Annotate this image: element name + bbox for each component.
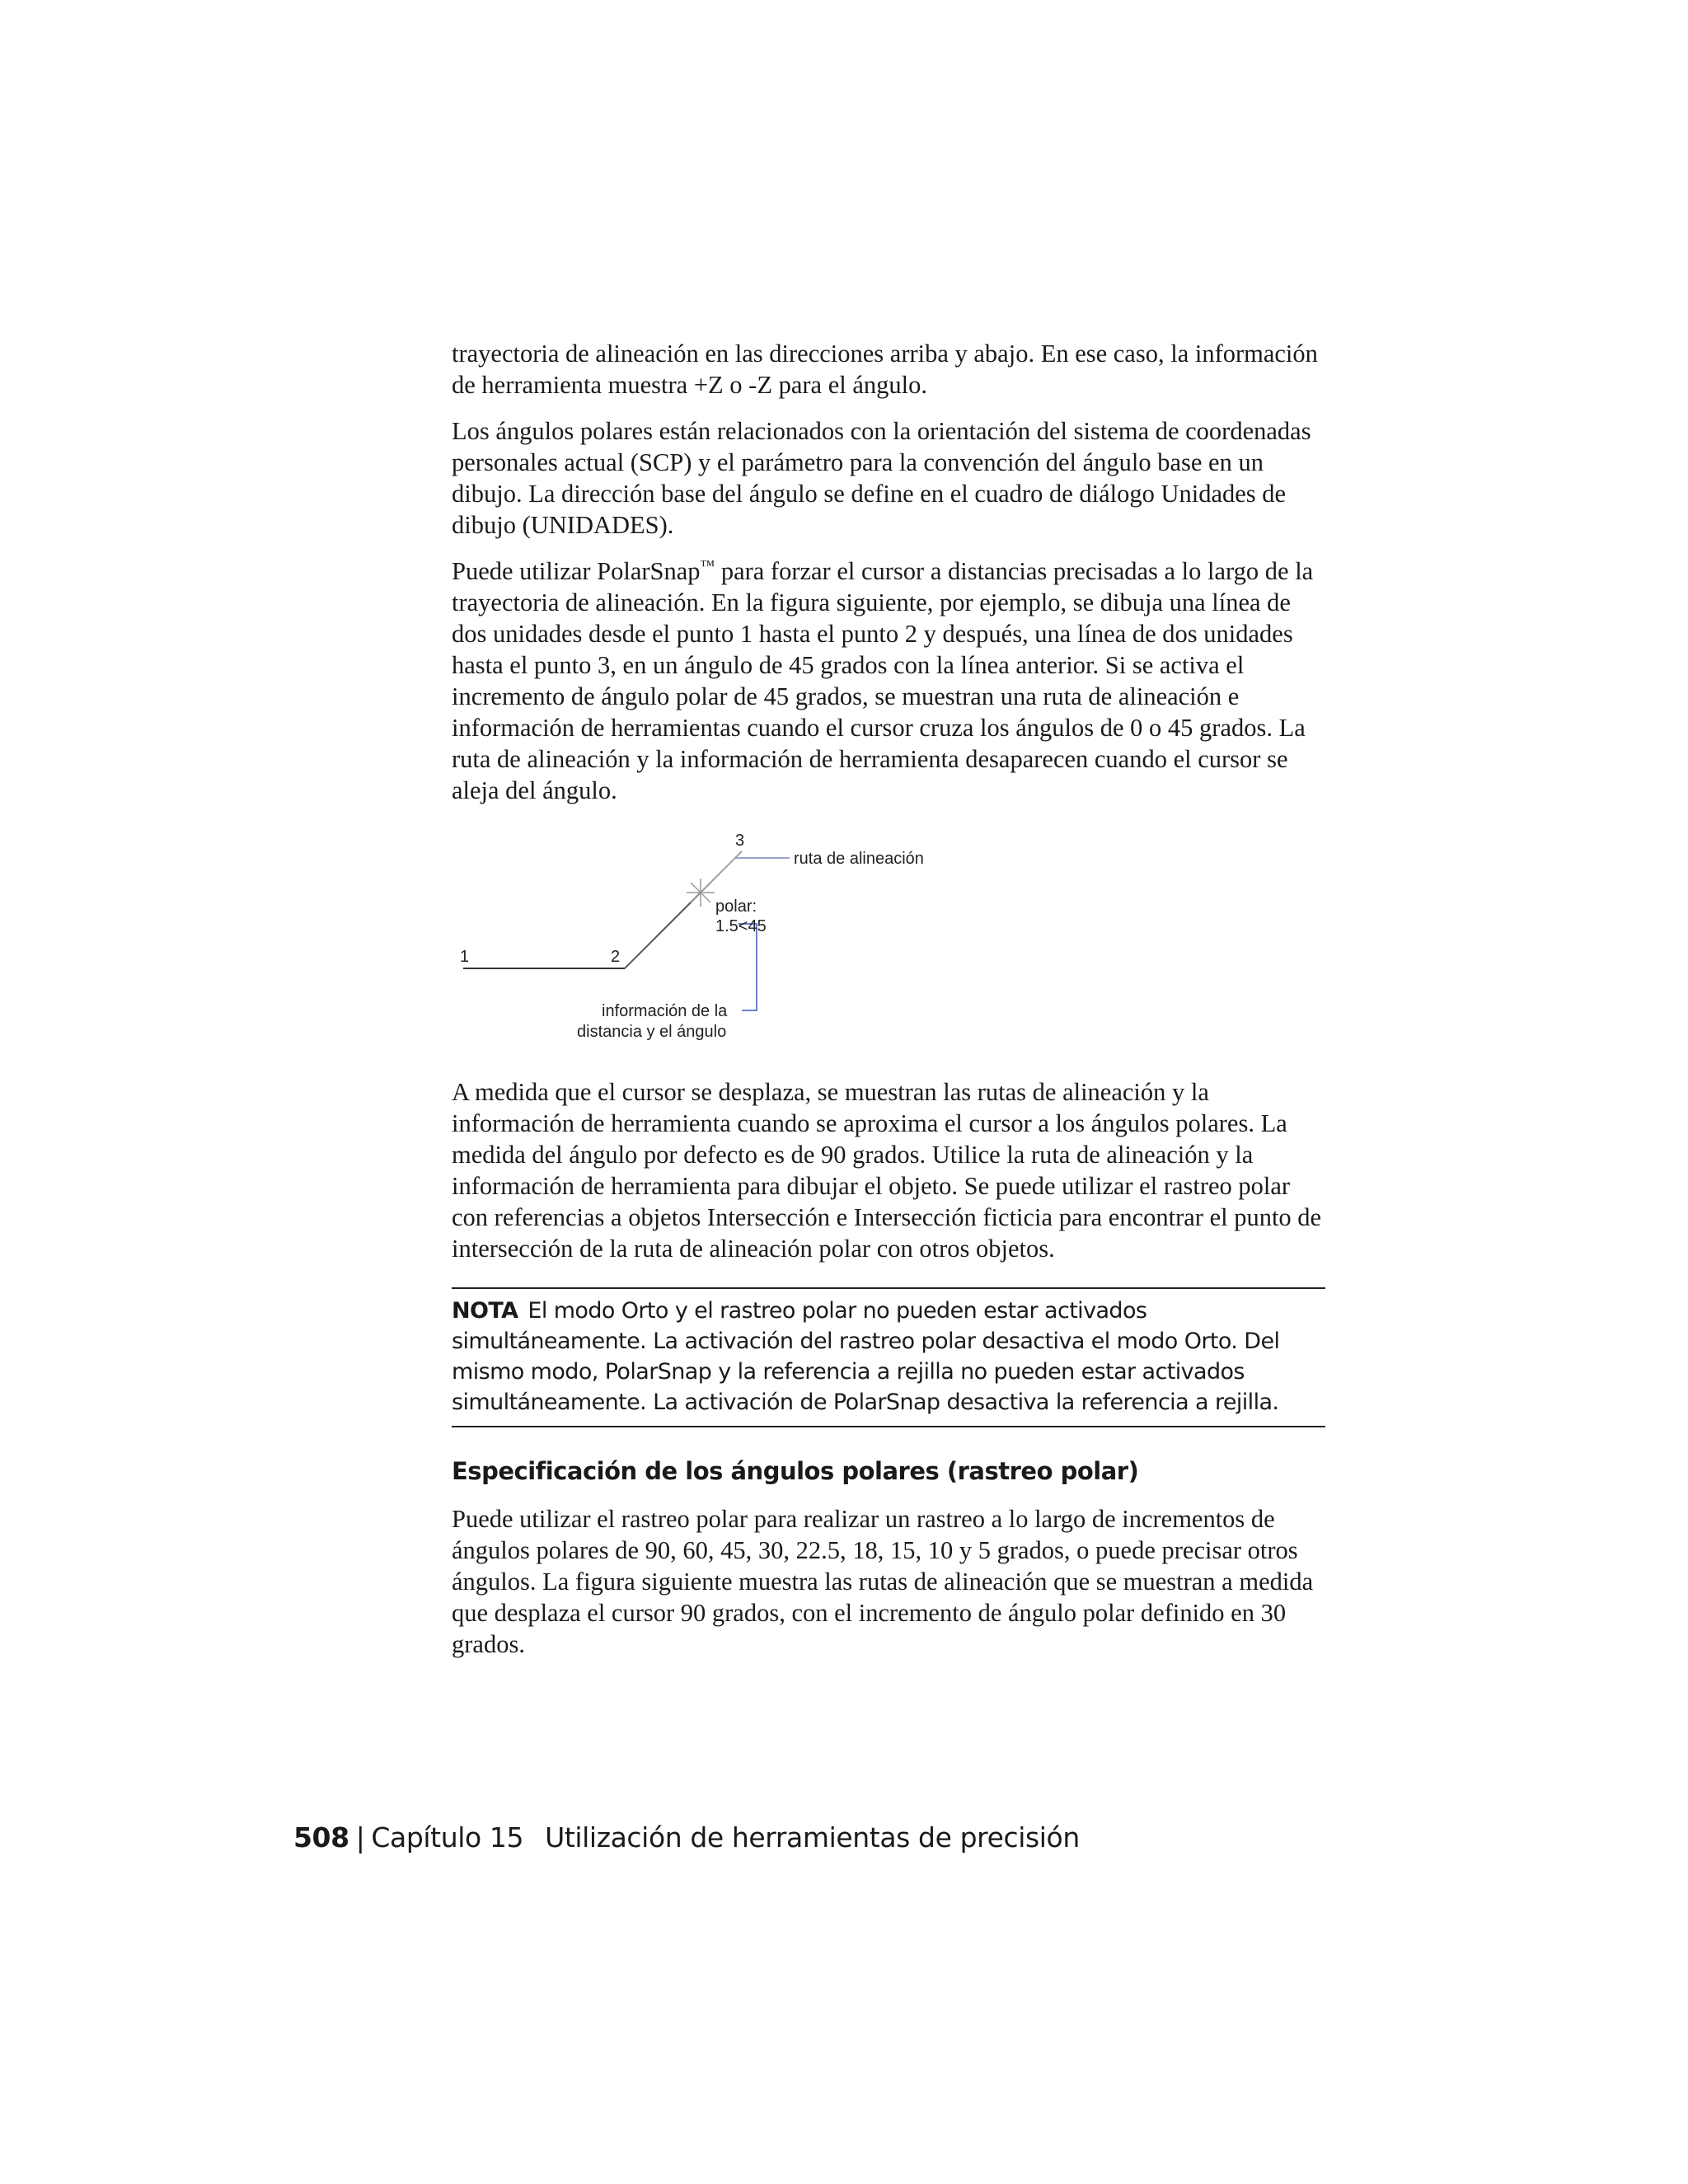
distance-angle-label-line2: distancia y el ángulo [577,1023,727,1041]
polarsnap-diagram [452,829,1325,1052]
chapter-label: Capítulo 15 [371,1821,524,1854]
cursor-crosshair [687,879,715,907]
line-2-to-3 [625,893,701,968]
paragraph-polarsnap-rest: para forzar el cursor a distancias precisadas a lo largo de la trayectoria de alineación. En la figura siguiente, por ejemplo, se dibuja una línea de dos unidades desde el punto 1 hasta el punto 2 y después, una línea de dos unidades hasta el punto 3, en un ángulo de 45 grados con la línea anterior. Si se activa el incremento de ángulo polar de 45 grados, se muestran una ruta de alineación e información de herramientas cuando el cursor cruza los ángulos de 0 o 45 grados. La ruta de alineación y la información de herramienta desaparecen cuando el cursor se aleja del ángulo. [452,557,1314,804]
distance-angle-label-line1: información de la [602,1002,728,1020]
chapter-title: Utilización de herramientas de precisión [545,1821,1080,1854]
paragraph-cursor-movement: A medida que el cursor se desplaza, se muestran las rutas de alineación y la información de herramienta cuando se aproxima el cursor a los ángulos polares. La medida del ángulo por defecto es de 90 grados. Utilice la ruta de alineación y la información de herramienta para dibujar el objeto. Se puede utilizar el rastreo polar con referencias a objetos Intersección e Intersección ficticia para encontrar el punto de intersección de la ruta de alineación polar con otros objetos. [452,1078,1322,1263]
paragraph-alignment-z: trayectoria de alineación en las direcciones arriba y abajo. En ese caso, la información de herramienta muestra +Z o -Z para el ángulo. [452,340,1318,399]
point-1-label: 1 [460,948,470,966]
page-footer [293,1821,1080,1854]
footer-separator: | [355,1821,365,1854]
section-heading: Especificación de los ángulos polares (rastreo polar) [452,1457,1139,1485]
point-2-label: 2 [611,948,621,966]
point-3-label: 3 [735,832,745,850]
note-text: El modo Orto y el rastreo polar no pueden estar activados simultáneamente. La activación del rastreo polar desactiva el modo Orto. Del mismo modo, PolarSnap y la referencia a rejilla no pueden estar activados simultáneamente. La activación de PolarSnap desactiva la referencia a rejilla. [452,1298,1280,1415]
paragraph-polar-increments: Puede utilizar el rastreo polar para realizar un rastreo a lo largo de incrementos de ángulos polares de 90, 60, 45, 30, 22.5, 18, 15, 10 y 5 grados, o puede precisar otros ángulos. La figura siguiente muestra las rutas de alineación que se muestran a medida que desplaza el cursor 90 grados, con el incremento de ángulo polar definido en 30 grados. [452,1505,1314,1658]
polarsnap-figure [452,829,1325,1052]
paragraph-polarsnap [452,555,1325,806]
paragraph-polarsnap-start: Puede utilizar PolarSnap [452,557,701,585]
page-number: 508 [293,1821,349,1854]
note-box [452,1287,1325,1427]
text-column [452,338,1325,1675]
paragraph-polar-angles-ucs: Los ángulos polares están relacionados con la orientación del sistema de coordenadas personales actual (SCP) y el parámetro para la convención del ángulo base en un dibujo. La dirección base del ángulo se define en el cuadro de diálogo Unidades de dibujo (UNIDADES). [452,417,1311,539]
alignment-path-label: ruta de alineación [794,850,924,868]
tooltip-value-label: 1.5<45 [715,917,767,935]
note-label: NOTA [452,1298,518,1324]
trademark-symbol: ™ [700,556,715,574]
distance-angle-leader [738,924,757,1010]
tooltip-polar-label: polar: [715,898,757,916]
